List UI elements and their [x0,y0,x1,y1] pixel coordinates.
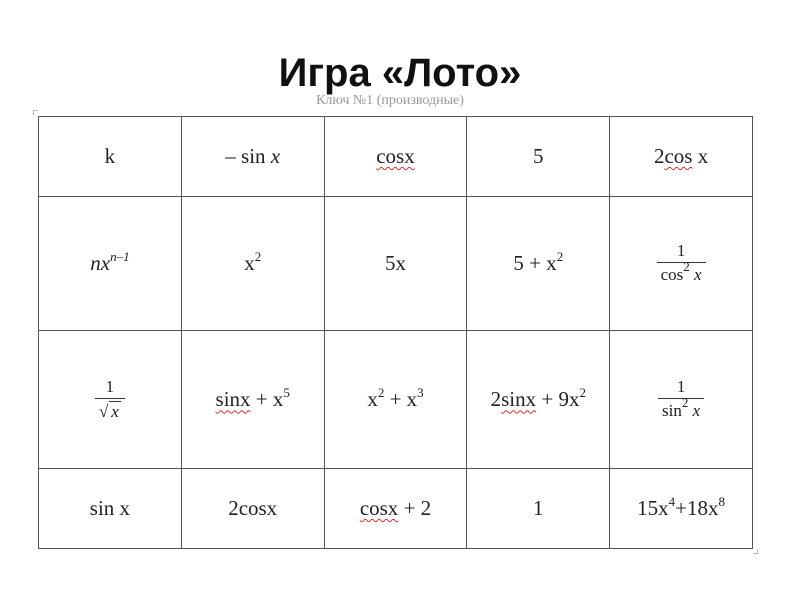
cell-r3-c4 [467,331,610,469]
fraction-numerator: 1 [658,378,704,399]
cell-text: sin [662,401,682,421]
cell-text: 2 [490,387,502,412]
cell-text: x [244,251,255,276]
cell-text: sinx [215,387,251,412]
cell-r1-c3 [324,117,467,197]
table-caption: Ключ №1 (производные) [316,94,464,108]
cell-exponent: 2 [556,249,564,265]
cell-r3-c3 [324,331,467,469]
fraction-denominator [95,399,125,422]
cell-r4-c2 [181,469,324,549]
fraction-denominator [657,259,706,285]
fraction [657,242,706,285]
cell-text: 15x [637,496,669,521]
cell-variable: x [688,401,701,421]
cell-text: cosx [359,496,399,521]
cell-exponent: 8 [718,494,726,510]
table-row [39,331,753,469]
cell-r4-c4 [467,469,610,549]
cell-r4-c1 [39,469,182,549]
cell-text: + x [250,387,284,412]
sqrt-symbol: √ [98,401,109,421]
cell-r4-c5 [610,469,753,549]
cell-exponent: 2 [683,259,690,275]
cell-text: 2cosx [228,496,278,521]
cell-text: nx [90,251,111,276]
cell-text: x [367,387,378,412]
cell-text: 5 + x [513,251,557,276]
fraction-denominator [658,395,704,421]
cell-text: 5 [533,143,544,168]
fraction [658,378,704,421]
cell-r1-c1 [39,117,182,197]
cell-text: cos [664,143,693,168]
cell-text: sin x [89,496,131,521]
cell-text: +18x [675,496,719,521]
cell-exponent: 5 [283,385,290,401]
cell-r3-c1 [39,331,182,469]
corner-mark-bottom-right [753,549,758,554]
cell-exponent: 2 [579,385,586,401]
cell-text: 5x [384,251,406,276]
cell-text: 2 [653,143,665,168]
fraction-numerator: 1 [657,242,706,263]
page-title: Игра «Лото» [278,51,522,95]
cell-r2-c2 [181,196,324,331]
cell-text: + 2 [398,496,432,521]
cell-text: x [692,143,709,168]
cell-r1-c5 [610,117,753,197]
cell-r3-c5 [610,331,753,469]
cell-variable: x [689,265,702,285]
cell-text: sinx [501,387,537,412]
cell-text: – sin [225,143,271,168]
cell-r1-c4 [467,117,610,197]
cell-r2-c5 [610,196,753,331]
fraction-numerator: 1 [95,378,125,399]
cell-text: cos [660,265,684,285]
cell-exponent: 3 [417,385,424,401]
cell-text: cosx [376,143,415,168]
table-row [39,117,753,197]
cell-r2-c4 [467,196,610,331]
cell-r3-c2 [181,331,324,469]
cell-text: k [104,143,116,168]
cell-exponent: 2 [681,395,689,411]
table-row [39,196,753,331]
cell-exponent: 2 [254,249,262,265]
cell-exponent: 2 [377,385,385,401]
corner-mark-top-left [33,110,38,115]
cell-variable: x [270,143,281,168]
cell-exponent: 4 [668,494,676,510]
cell-text: + x [384,387,418,412]
sqrt-radicand: x [111,401,119,421]
cell-text: 1 [533,496,544,521]
cell-r2-c3 [324,196,467,331]
table-row [39,469,753,549]
lotto-card-table [38,116,753,549]
cell-r4-c3 [324,469,467,549]
cell-exponent: n–1 [110,249,130,265]
cell-r1-c2 [181,117,324,197]
cell-r2-c1 [39,196,182,331]
fraction [95,378,125,422]
cell-text: + 9x [536,387,580,412]
